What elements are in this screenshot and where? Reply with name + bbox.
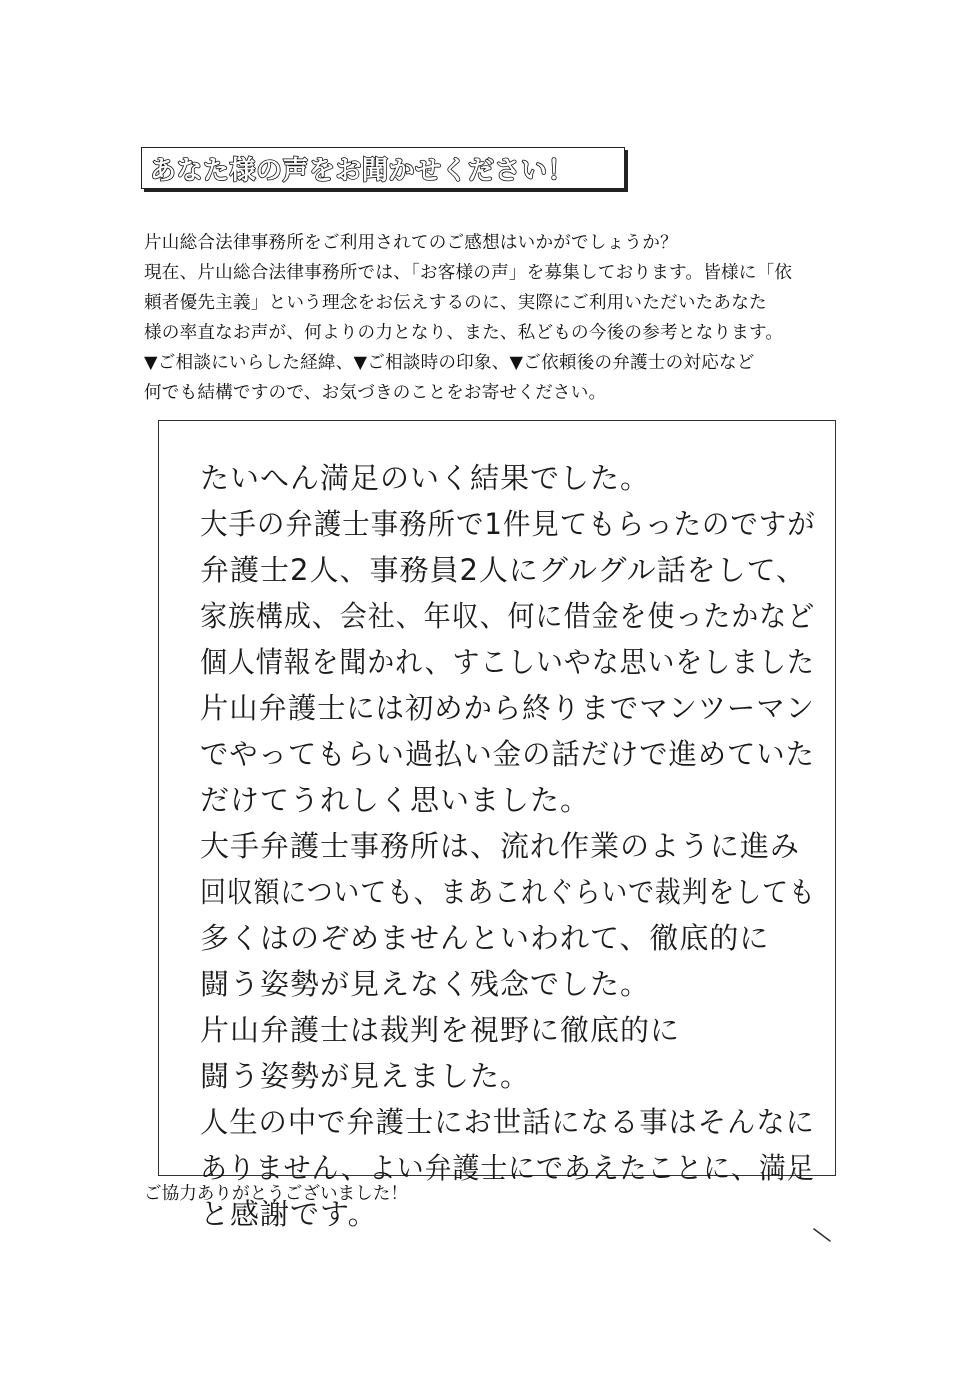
thanks-message: ご協力ありがとうございました！ [144, 1184, 408, 1204]
handwritten-response [200, 455, 830, 1237]
handwritten-line: ありません、よい弁護士にであえたことに、満足 [200, 1151, 815, 1185]
page-title: あなた様の声をお聞かせください！ [150, 155, 575, 186]
handwritten-line: でやってもらい過払い金の話だけで進めていた [200, 737, 815, 771]
handwritten-line: 人生の中で弁護士にお世話になる事はそんなに [200, 1105, 815, 1139]
intro-line: 現在、片山総合法律事務所では、「お客様の声」を募集しております。皆様に「依 [144, 263, 793, 283]
intro-text [144, 228, 849, 408]
handwritten-line: 片山弁護士は裁判を視野に徹底的に [200, 1013, 681, 1047]
handwritten-line: 闘う姿勢が見えなく残念でした。 [200, 967, 651, 1001]
handwritten-line: たいへん満足のいく結果でした。 [200, 461, 651, 495]
handwritten-line: だけてうれしく思いました。 [200, 783, 591, 817]
intro-line: 片山総合法律事務所をご利用されてのご感想はいかがでしょうか？ [144, 233, 678, 253]
intro-line: ▼ご相談にいらした経緯、▼ご相談時の印象、▼ご依頼後の弁護士の対応など [144, 353, 755, 373]
intro-line: 何でも結構ですので、お気づきのことをお寄せください。 [144, 383, 607, 403]
handwritten-line: 闘う姿勢が見えました。 [200, 1059, 531, 1093]
handwritten-line: 多くはのぞめませんといわれて、徹底的に [200, 921, 770, 955]
page-title-box [141, 147, 625, 189]
stray-pen-mark [812, 1226, 834, 1244]
handwritten-line: 家族構成、会社、年収、何に借金を使ったかなど [200, 599, 816, 633]
handwritten-line: 大手の弁護士事務所で1件見てもらったのですが [200, 507, 816, 541]
handwritten-line: と感謝です。 [200, 1197, 378, 1231]
handwritten-line: 弁護士2人、事務員2人にグルグル話をして、 [200, 553, 807, 587]
handwritten-line: 大手弁護士事務所は、流れ作業のように進み [200, 829, 801, 863]
intro-line: 様の率直なお声が、何よりの力となり、また、私どもの今後の参考となります。 [144, 323, 784, 343]
handwritten-line: 回収額についても、まあこれぐらいで裁判をしても [200, 875, 816, 909]
intro-line: 頼者優先主義」という理念をお伝えするのに、実際にご利用いただいたあなた [144, 293, 767, 313]
handwritten-line: 個人情報を聞かれ、すこしいやな思いをしました [200, 645, 815, 679]
handwritten-line: 片山弁護士には初めから終りまでマンツーマン [200, 691, 815, 725]
